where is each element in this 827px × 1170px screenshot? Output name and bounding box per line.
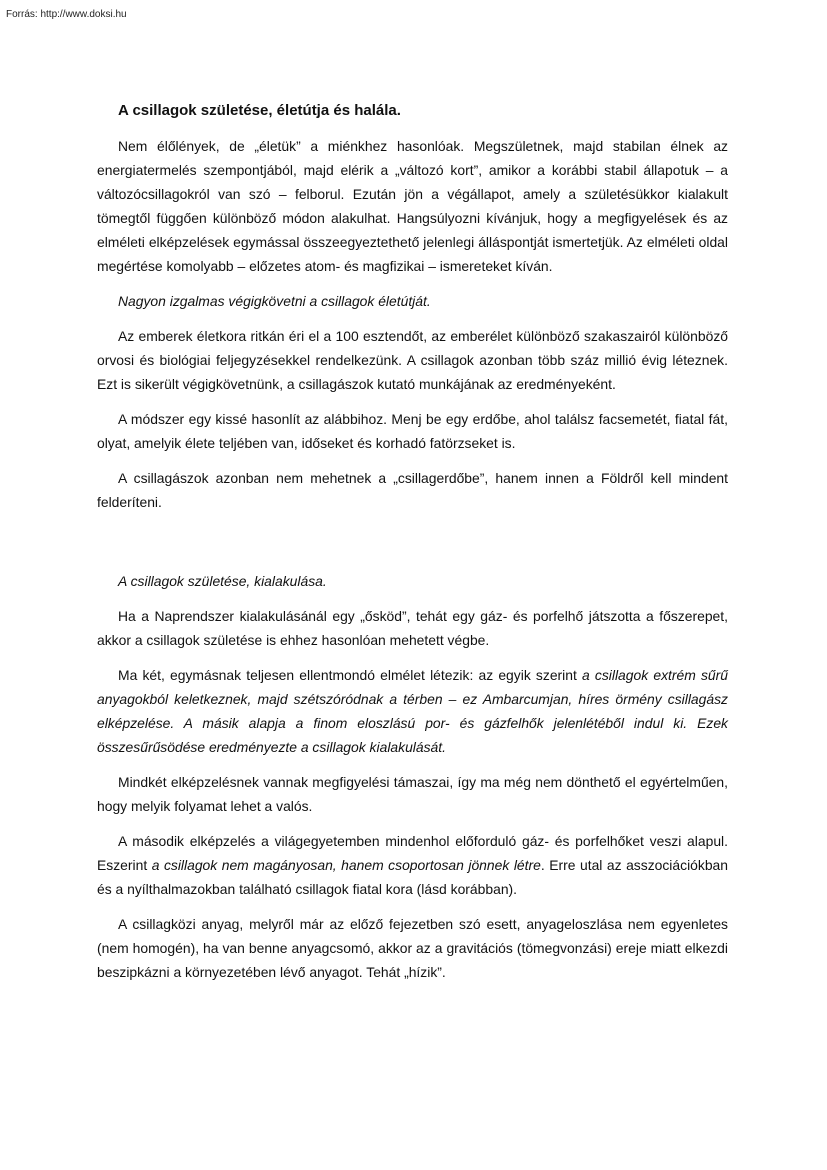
section-gap	[97, 525, 728, 569]
section-heading-birth: A csillagok születése, kialakulása.	[118, 573, 327, 589]
second-theory-text-c: . Erre utal az asszociációkban és a nyílthalmazokban található csillagok fiatal kora (lásd korábban).	[97, 857, 728, 897]
two-theories-text: Ma két, egymásnak teljesen ellentmondó elmélet létezik: az egyik szerint	[118, 667, 583, 683]
paragraph-second-theory	[97, 829, 728, 901]
second-theory-italic: a csillagok nem magányosan, hanem csoportosan jönnek létre	[151, 857, 541, 873]
paragraph-interstellar-matter: A csillagközi anyag, melyről már az előző fejezetben szó esett, anyageloszlása nem egyenletes (nem homogén), ha van benne anyagcsomó, akkor az a gravitációs (tömegvonzási) ereje miatt elkezdi beszipkázni a környezetében lévő anyagot. Tehát „hízik”.	[97, 916, 728, 980]
paragraph-two-theories	[97, 663, 728, 759]
document-title: A csillagok születése, életútja és halála.	[118, 102, 401, 119]
two-theories-italic: a csillagok extrém sűrű anyagokból keletkeznek, majd szétszóródnak a térben – ez Ambarcumjan, híres örmény csillagász elképzelése. A másik alapja a finom eloszlású por- és gázfelhők jelenlétéből indul ki. Ezek összesűrűsödése eredményezte a csillagok kialakulását.	[97, 667, 728, 755]
paragraph-intro: Nem élőlények, de „életük” a miénkhez hasonlóak. Megszületnek, majd stabilan élnek az energiatermelés szempontjából, majd elérik a „változó kort”, amikor a korábbi stabil állapotuk – a változócsillagokról van szó – felborul. Ezután jön a végállapot, amely a születésükkor kialakult tömegtől függően különböző módon alakulhat. Hangsúlyozni kívánjuk, hogy a megfigyelések és az elméleti elképzelések egymással összeegyeztethető jelenlegi álláspontját ismertetjük. Az elméleti oldal megértése komolyabb – előzetes atom- és magfizikai – ismereteket kíván.	[97, 138, 728, 274]
paragraph-evidence: Mindkét elképzelésnek vannak megfigyelési támaszai, így ma még nem dönthető el egyértelműen, hogy melyik folyamat lehet a valós.	[97, 774, 728, 814]
second-theory-text-a: A második elképzelés a világegyetemben mindenhol előforduló gáz- és porfelhőket veszi alapul. Eszerint	[97, 833, 728, 873]
source-url: Forrás: http://www.doksi.hu	[6, 9, 127, 20]
paragraph-italic-note: Nagyon izgalmas végigkövetni a csillagok életútját.	[118, 293, 431, 309]
paragraph-lifespan: Az emberek életkora ritkán éri el a 100 esztendőt, az emberélet különböző szakaszairól különböző orvosi és biológiai feljegyzésekkel rendelkezünk. A csillagok azonban több száz millió évig léteznek. Ezt is sikerült végigkövetnünk, a csillagászok kutató munkájának az eredményeként.	[97, 328, 728, 392]
paragraph-solar-system: Ha a Naprendszer kialakulásánál egy „ősköd”, tehát egy gáz- és porfelhő játszotta a főszerepet, akkor a csillagok születése is ehhez hasonlóan mehetett végbe.	[97, 608, 728, 648]
paragraph-forest-analogy: A módszer egy kissé hasonlít az alábbihoz. Menj be egy erdőbe, ahol találsz facsemetét, fiatal fát, olyat, amelyik élete teljében van, időseket és korhadó fatörzseket is.	[97, 411, 728, 451]
document-body	[97, 100, 728, 995]
paragraph-star-forest: A csillagászok azonban nem mehetnek a „csillagerdőbe”, hanem innen a Földről kell mindent felderíteni.	[97, 470, 728, 510]
